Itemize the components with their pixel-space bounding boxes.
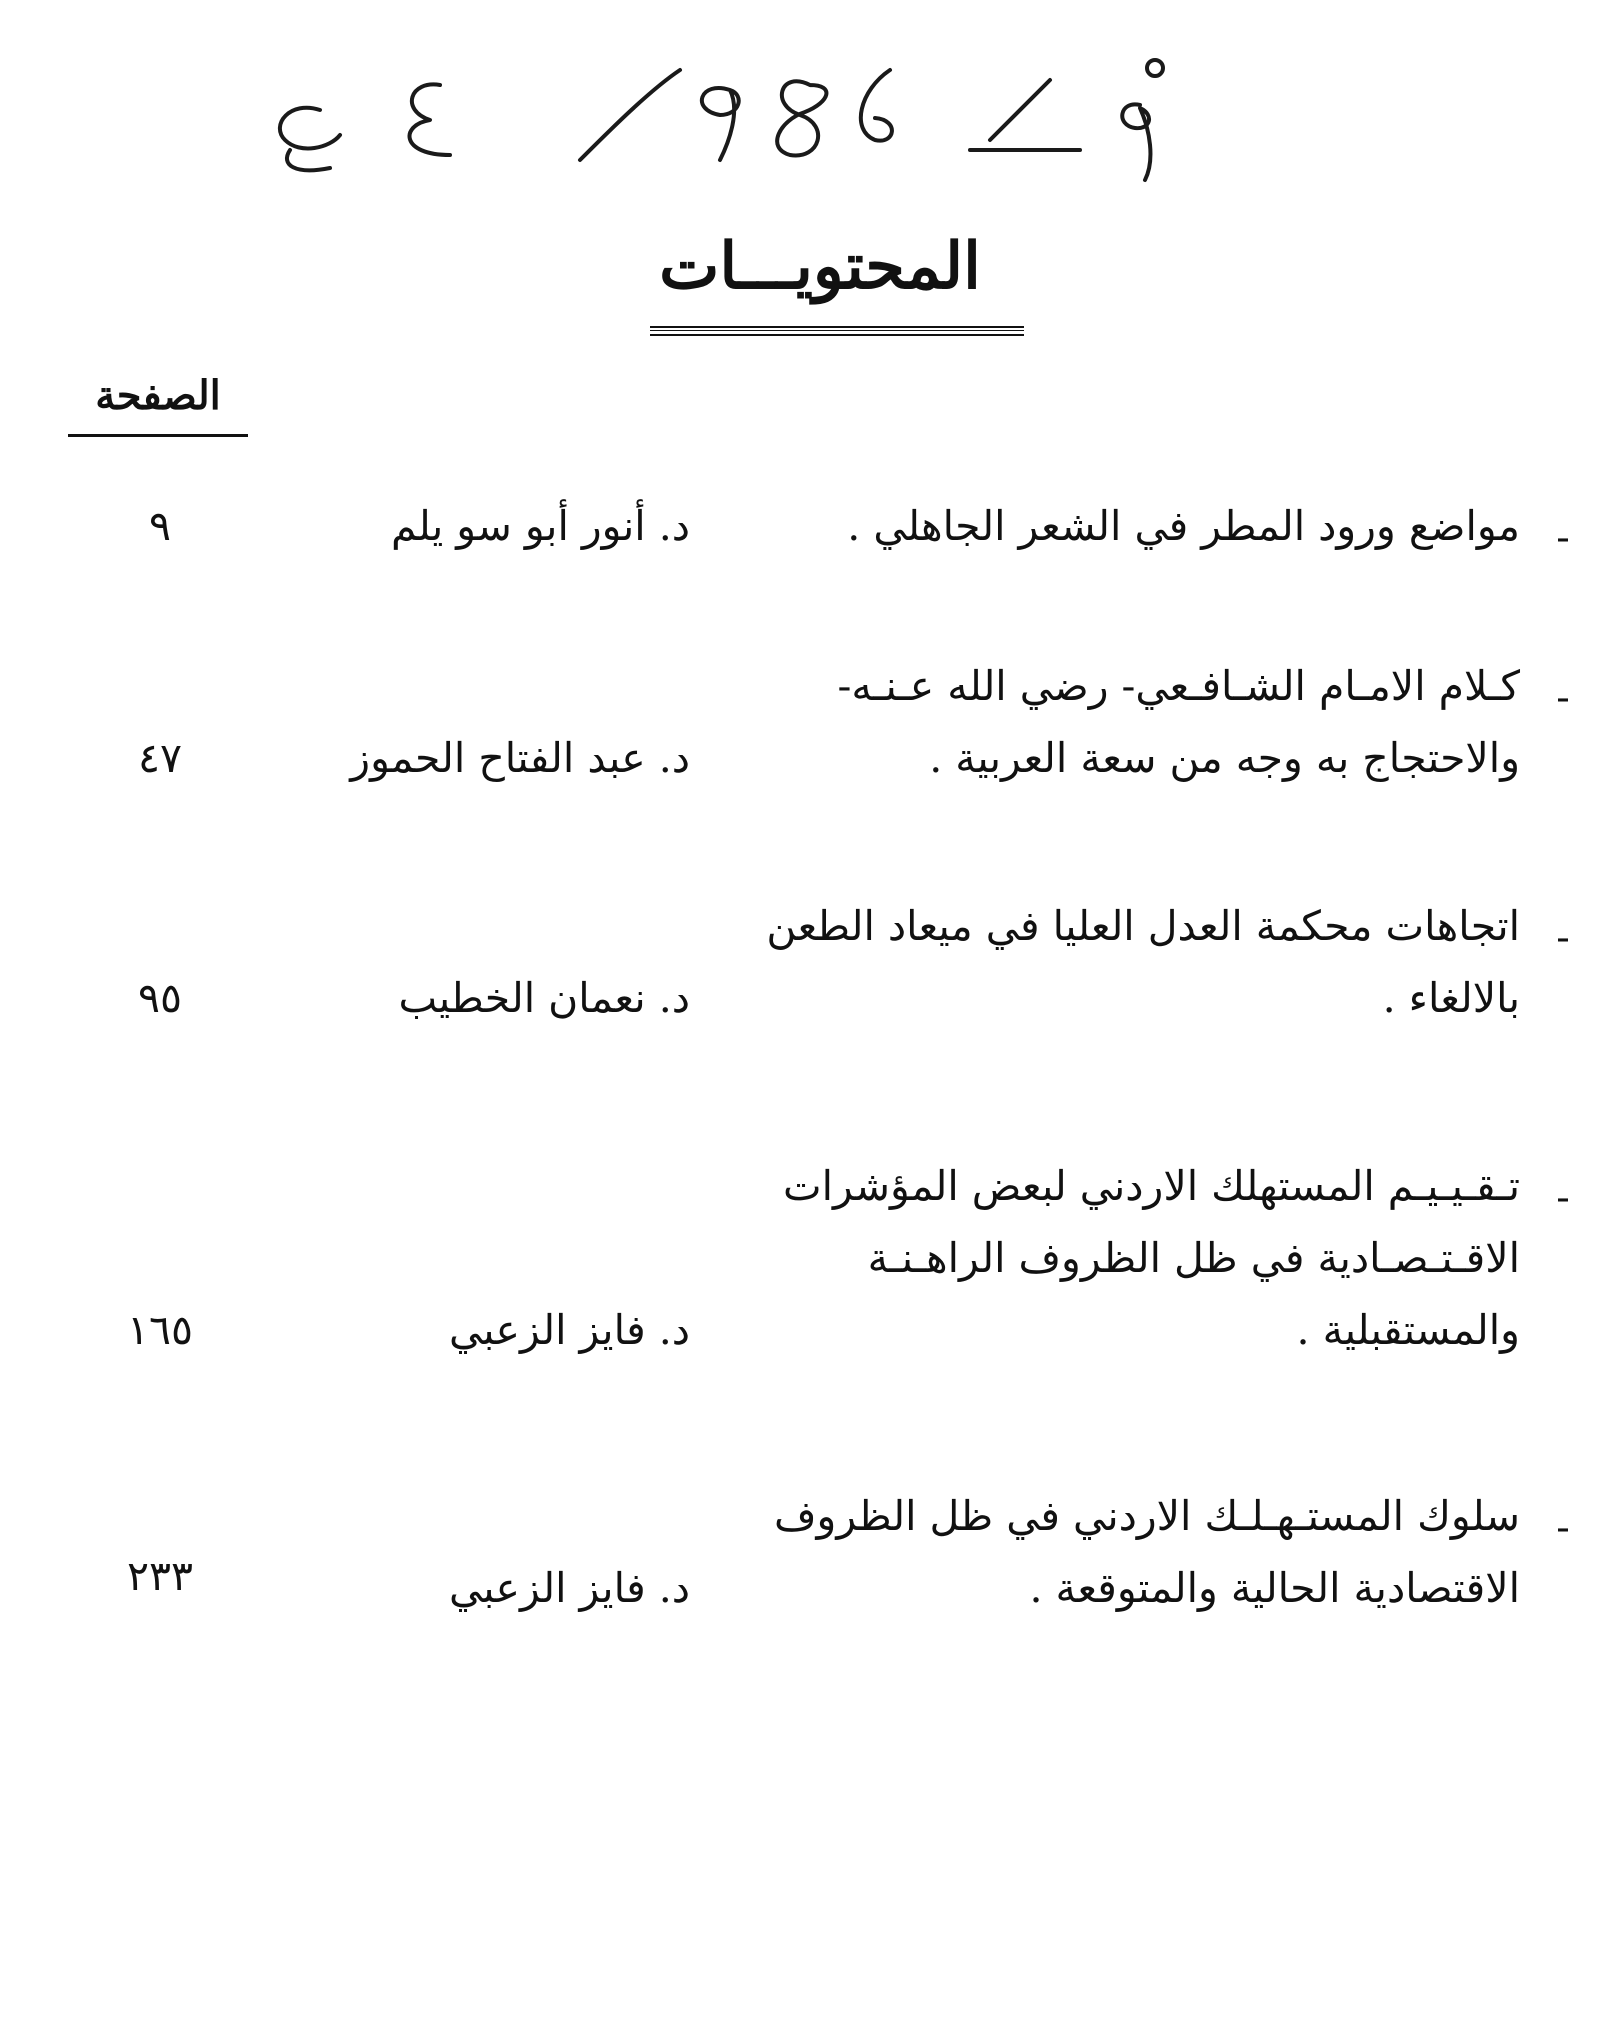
entry-title-line: اتجاهات محكمة العدل العليا في ميعاد الطعن — [766, 902, 1520, 950]
entry-title — [760, 890, 1520, 1034]
handwritten-note — [250, 30, 1250, 190]
entry-page-number: ١٦٥ — [126, 1306, 194, 1354]
entry-title-line: بالالغاء . — [1382, 974, 1520, 1022]
entry-title-line: مواضع ورود المطر في الشعر الجاهلي . — [847, 502, 1520, 550]
entry-title-line: والاحتجاج به وجه من سعة العربية . — [929, 734, 1520, 782]
handwritten-note-drawing — [250, 30, 1250, 190]
entry-title-line: الاقـتـصـادية في ظل الظروف الراهـنـة — [867, 1234, 1520, 1282]
entry-dash: - — [1556, 1505, 1570, 1551]
entry-title — [760, 490, 1520, 562]
entry-title-line: الاقتصادية الحالية والمتوقعة . — [1029, 1564, 1520, 1612]
entry-page-number: ٩ — [148, 502, 172, 550]
entry-author: د. فايز الزعبي — [449, 1306, 690, 1354]
entry-page-number: ٤٧ — [137, 734, 183, 782]
entry-author: د. فايز الزعبي — [449, 1564, 690, 1612]
entry-title-line: كـلام الامـام الشـافـعي- رضي الله عـنـه- — [837, 662, 1520, 710]
entry-title — [760, 650, 1520, 794]
entry-dash: - — [1556, 1175, 1570, 1221]
entry-title-line: تـقـيـيـم المستهلك الاردني لبعض المؤشرات — [783, 1162, 1520, 1210]
page-column-underline — [68, 434, 248, 437]
entry-dash: - — [1556, 515, 1570, 561]
title-double-underline — [650, 326, 1024, 336]
entry-dash: - — [1556, 675, 1570, 721]
entry-author: د. نعمان الخطيب — [398, 974, 690, 1022]
entry-title — [760, 1150, 1520, 1366]
page-title: المحتويـــات — [659, 229, 981, 304]
page-column-header: الصفحة — [95, 372, 221, 419]
entry-title — [760, 1480, 1520, 1624]
entry-dash: - — [1556, 915, 1570, 961]
entry-page-number: ٢٣٣ — [126, 1552, 194, 1600]
entry-author: د. عبد الفتاح الحموز — [350, 734, 690, 782]
entry-title-line: سلوك المستـهـلـك الاردني في ظل الظروف — [774, 1492, 1520, 1540]
entry-title-line: والمستقبلية . — [1296, 1306, 1520, 1354]
entry-page-number: ٩٥ — [137, 974, 183, 1022]
entry-author: د. أنور أبو سو يلم — [391, 502, 690, 550]
